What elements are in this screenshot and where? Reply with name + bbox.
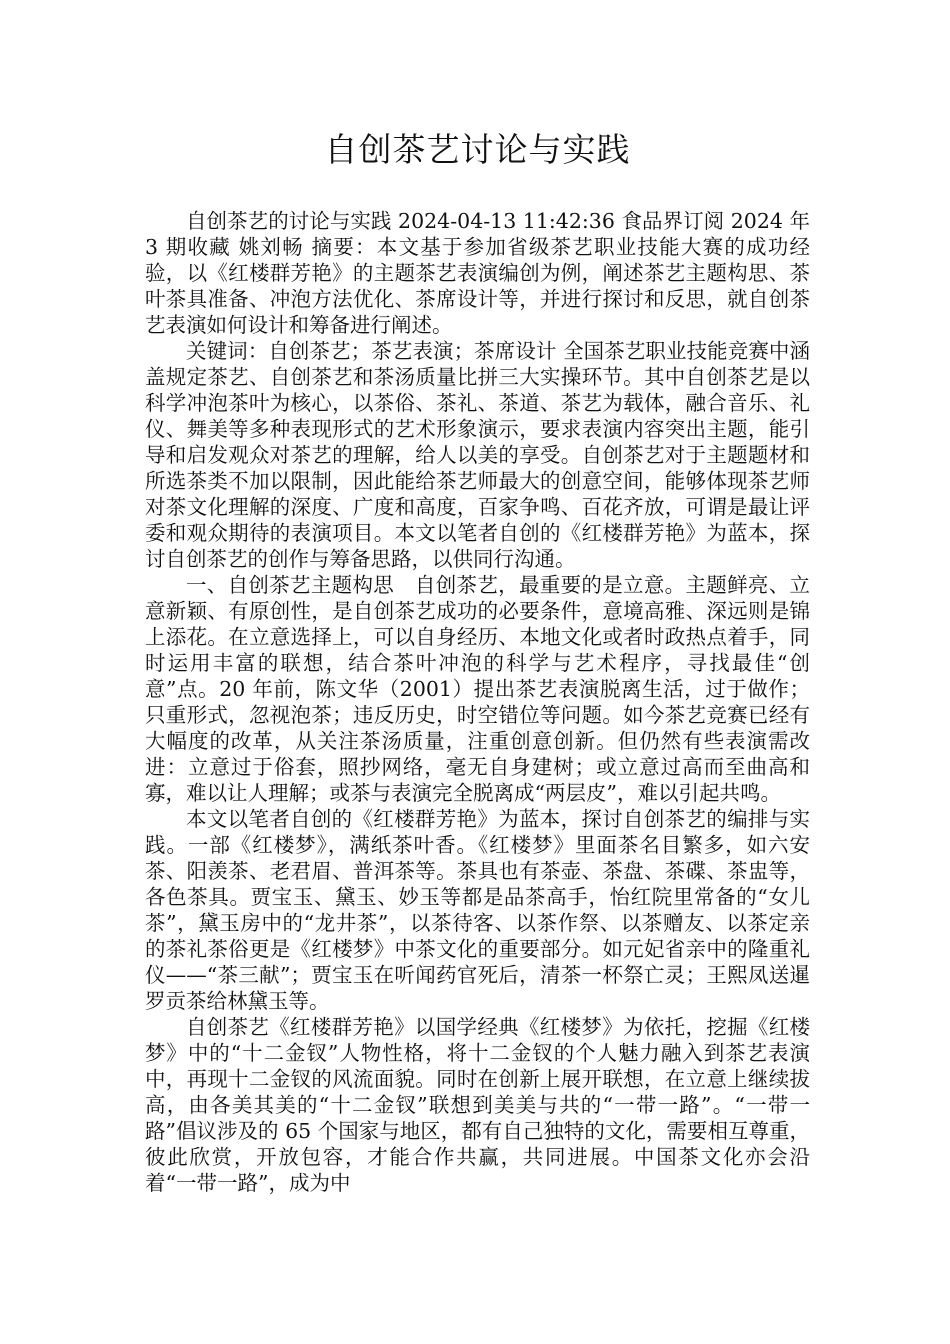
keywords-paragraph: 关键词：自创茶艺；茶艺表演；茶席设计 全国茶艺职业技能竞赛中涵盖规定茶艺、自创茶艺和茶汤质量比拼三大实操环节。其中自创茶艺是以科学冲泡茶叶为核心，以茶俗、茶礼、茶道、茶艺为载体，融合音乐、礼仪、舞美等多种表现形式的艺术形象演示，要求表演内容突出主题，能引导和启发观众对茶艺的理解，给人以美的享受。自创茶艺对于主题题材和所选茶类不加以限制，因此能给茶艺师最大的创意空间，能够体现茶艺师对茶文化理解的深度、广度和高度，百家争鸣、百花齐放，可谓是最让评委和观众期待的表演项目。本文以笔者自创的《红楼群芳艳》为蓝本，探讨自创茶艺的创作与筹备思路，以供同行沟通。 (145, 339, 810, 571)
abstract-paragraph: 自创茶艺的讨论与实践 2024-04-13 11:42:36 食品界订阅 2024 年 3 期收藏 姚刘畅 摘要：本文基于参加省级茶艺职业技能大赛的成功经验，以《红楼群芳艳》的主题茶艺表演编创为例，阐述茶艺主题构思、茶叶茶具准备、冲泡方法优化、茶席设计等，并进行探讨和反思，就自创茶艺表演如何设计和筹备进行阐述。 (145, 209, 810, 337)
section-one-paragraph: 一、自创茶艺主题构思 自创茶艺，最重要的是立意。主题鲜亮、立意新颖、有原创性，是自创茶艺成功的必要条件，意境高雅、深远则是锦上添花。在立意选择上，可以自身经历、本地文化或者时政热点着手，同时运用丰富的联想，结合茶叶冲泡的科学与艺术程序，寻找最佳“创意”点。20 年前，陈文华（2001）提出茶艺表演脱离生活，过于做作；只重形式，忽视泡茶；违反历史，时空错位等问题。如今茶艺竞赛已经有大幅度的改革，从关注茶汤质量，注重创意创新。但仍然有些表演需改进：立意过于俗套，照抄网络，毫无自身建树；或立意过高而至曲高和寡，难以让人理解；或茶与表演完全脱离成“两层皮”，难以引起共鸣。 (145, 573, 810, 805)
document-title: 自创茶艺讨论与实践 (324, 130, 631, 169)
body-paragraph: 本文以笔者自创的《红楼群芳艳》为蓝本，探讨自创茶艺的编排与实践。一部《红楼梦》，满纸茶叶香。《红楼梦》里面茶名目繁多，如六安茶、阳羡茶、老君眉、普洱茶等。茶具也有茶壶、茶盘、茶碟、茶盅等，各色茶具。贾宝玉、黛玉、妙玉等都是品茶高手，怡红院里常备的“女儿茶”，黛玉房中的“龙井茶”，以茶待客、以茶作祭、以茶赠友、以茶定亲的茶礼茶俗更是《红楼梦》中茶文化的重要部分。如元妃省亲中的隆重礼仪——“茶三献”；贾宝玉在听闻药官死后，清茶一杯祭亡灵；王熙凤送暹罗贡茶给林黛玉等。 (145, 807, 810, 1013)
body-paragraph: 自创茶艺《红楼群芳艳》以国学经典《红楼梦》为依托，挖掘《红楼梦》中的“十二金钗”人物性格，将十二金钗的个人魅力融入到茶艺表演中，再现十二金钗的风流面貌。同时在创新上展开联想，在立意上继续拔高，由各美其美的“十二金钗”联想到美美与共的“一带一路”。“一带一路”倡议涉及的 65 个国家与地区，都有自己独特的文化，需要相互尊重，彼此欣赏，开放包容，才能合作共赢，共同进展。中国茶文化亦会沿着“一带一路”，成为中 (145, 1015, 810, 1195)
document-page (145, 128, 810, 1196)
